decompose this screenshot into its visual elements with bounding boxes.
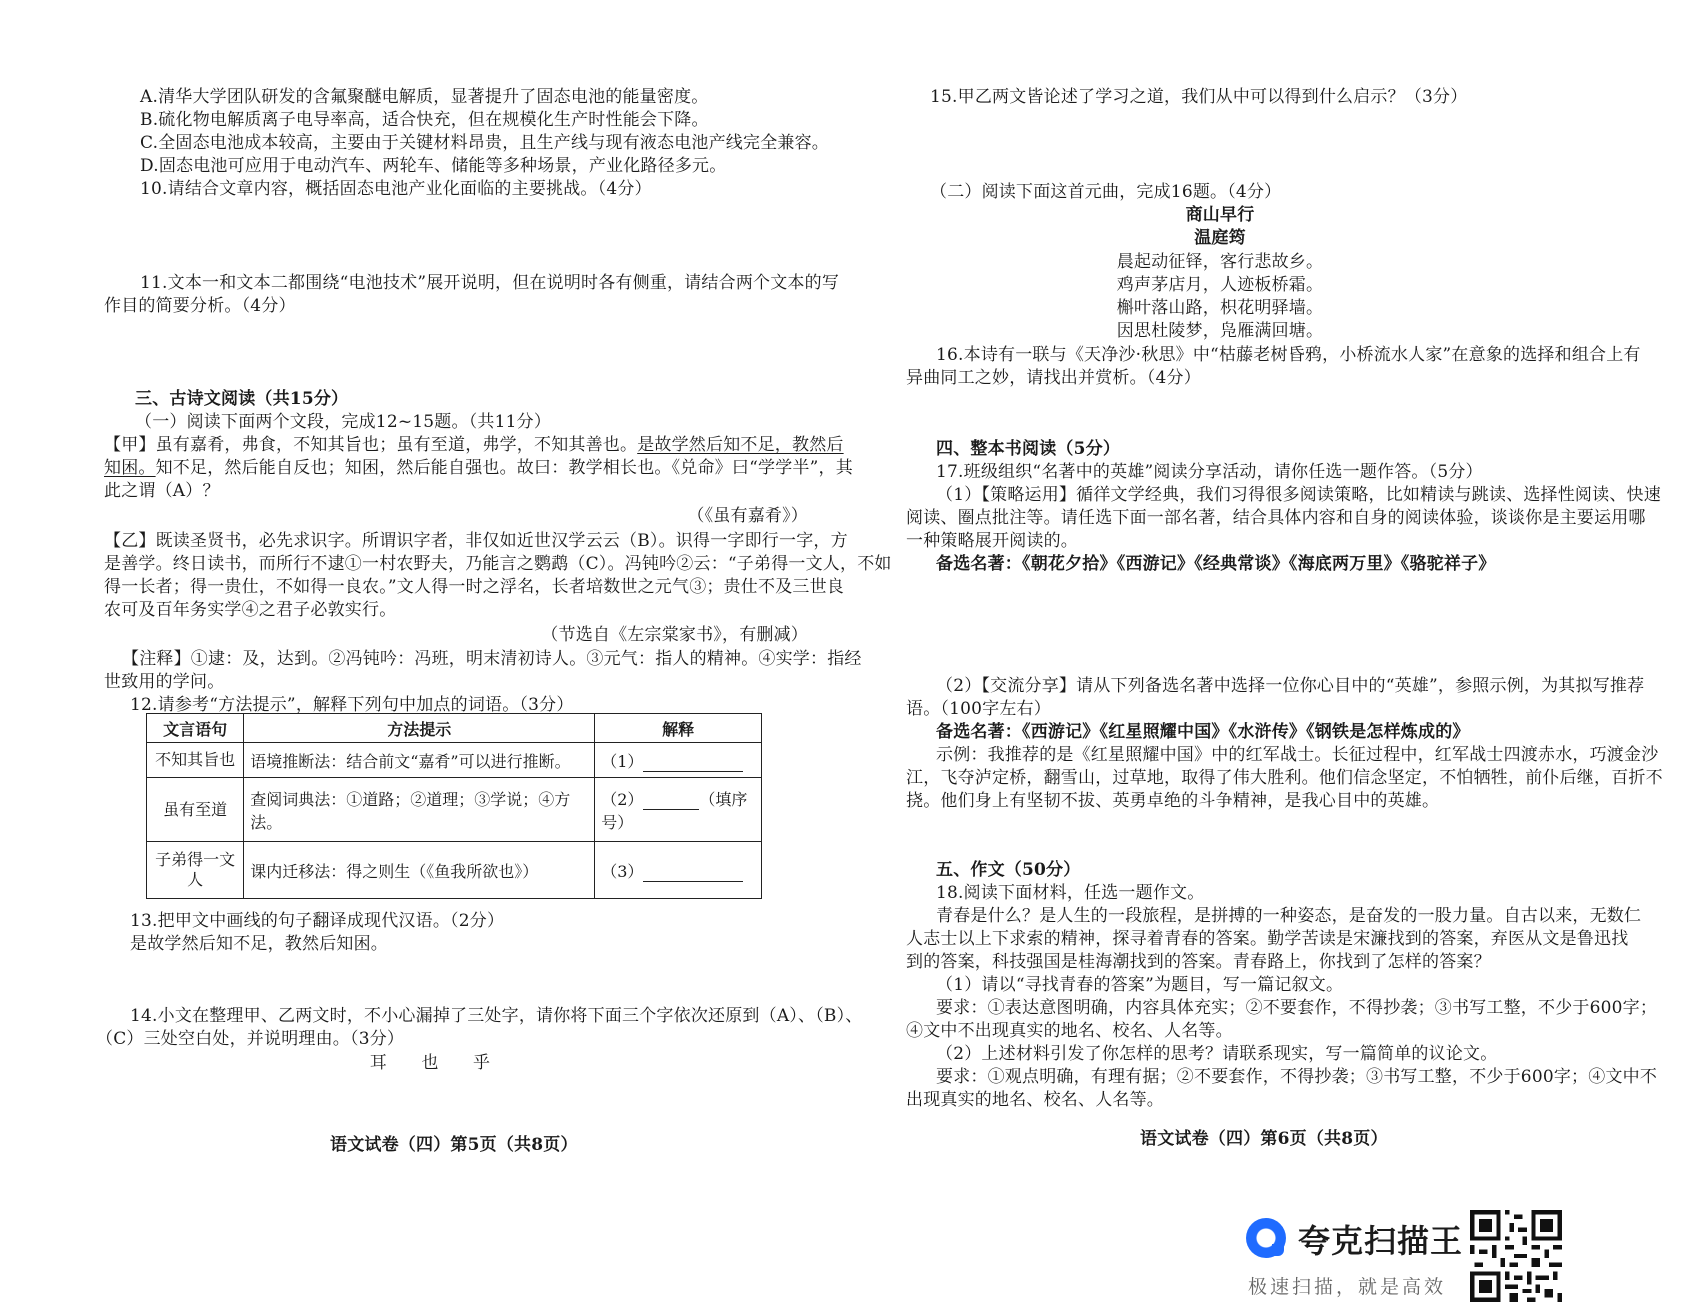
notes-line-1: 【注释】①逮：及，达到。②冯钝吟：冯班，明末清初诗人。③元气：指人的精神。④实学：指经 [122, 649, 862, 669]
question-14: 14.小文在整理甲、乙两文时，不小心漏掉了三处字，请你将下面三个字依次还原到（A）、（B）、 [130, 1006, 863, 1026]
method-table [146, 713, 762, 899]
section-3-heading: 三、古诗文阅读（共15分） [135, 389, 349, 409]
question-12: 12.请参考“方法提示”，解释下列句中加点的词语。（3分） [130, 695, 574, 715]
question-17-1-end: 一种策略展开阅读的。 [906, 531, 1078, 551]
poem-line: 因思杜陵梦，凫雁满回塘。 [1116, 321, 1324, 341]
option-b: B.硫化物电解质离子电导率高，适合快充，但在规模化生产时性能会下降。 [140, 110, 709, 130]
table-cell-phrase: 虽有至道 [147, 778, 244, 842]
right-page [840, 0, 1682, 1310]
table-cell-hint: 语境推断法：结合前文“嘉肴”可以进行推断。 [244, 743, 595, 778]
poem-author: 温庭筠 [1194, 228, 1246, 248]
passage-yi-line-2: 是善学。终日读书，而所行不逮①一村农野夫，乃能言之鹦鹉（C）。冯钝吟②云：“子弟得一文人，不如 [104, 554, 892, 574]
question-14-cont: （C）三处空白处，并说明理由。（3分） [96, 1029, 405, 1049]
notes-line-2: 世致用的学问。 [104, 672, 225, 692]
essay-option-2: （2）上述材料引发了你怎样的思考？请联系现实，写一篇简单的议论文。 [936, 1044, 1498, 1064]
essay-option-1: （1）请以“寻找青春的答案”为题目，写一篇记叙文。 [936, 975, 1344, 995]
essay-requirements-1: 要求：①表达意图明确，内容具体充实；②不要套作，不得抄袭；③书写工整，不少于600字； [936, 998, 1658, 1018]
material-line-3: 到的答案，科技强国是桂海潮找到的答案。青春路上，你找到了怎样的答案？ [906, 952, 1491, 972]
passage-jia-line-1 [104, 434, 844, 456]
table-cell-hint: 课内迁移法：得之则生（《鱼我所欲也》） [244, 842, 595, 899]
book-options-2: 备选名著：《西游记》《红星照耀中国》《水浒传》《钢铁是怎样炼成的》 [936, 722, 1470, 742]
poem-title: 商山早行 [1185, 205, 1255, 225]
question-11-cont: 作目的简要分析。（4分） [104, 296, 296, 316]
question-17-2: （2）【交流分享】请从下列备选名著中选择一位你心目中的“英雄”，参照示例，为其拟写推荐 [936, 676, 1645, 696]
table-header: 文言语句 [147, 714, 244, 743]
material-line-1: 青春是什么？是人生的一段旅程，是拼搏的一种姿态，是奋发的一股力量。自古以来，无数仁 [936, 906, 1642, 926]
table-row [147, 842, 762, 899]
answer-blank [643, 867, 743, 882]
poem-line: 鸡声茅店月，人迹板桥霜。 [1116, 275, 1324, 295]
passage-yi-line-3: 得一长者；得一贵仕，不如得一良农。”文人得一时之浮名，长者培数世之元气③；贵仕不及三世良 [104, 577, 844, 597]
table-cell-answer [595, 842, 762, 899]
question-10: 10.请结合文章内容，概括固态电池产业化面临的主要挑战。（4分） [140, 179, 652, 199]
essay-requirements-2: 要求：①观点明确，有理有据；②不要套作，不得抄袭；③书写工整，不少于600字；④文中不 [936, 1067, 1658, 1087]
qr-code-icon [1470, 1210, 1562, 1302]
table-header: 方法提示 [244, 714, 595, 743]
section-5-heading: 五、作文（50分） [936, 860, 1081, 880]
answer-label: （3） [601, 861, 644, 881]
question-16: 16.本诗有一联与《天净沙·秋思》中“枯藤老树昏鸦，小桥流水人家”在意象的选择和组合上有 [936, 345, 1641, 365]
question-11: 11.文本一和文本二都围绕“电池技术”展开说明，但在说明时各有侧重，请结合两个文本的写 [140, 273, 840, 293]
question-15: 15.甲乙两文皆论述了学习之道，我们从中可以得到什么启示？（3分） [930, 87, 1468, 107]
page-footer-left: 语文试卷（四）第5页（共8页） [330, 1135, 578, 1155]
answer-note: （填序号） [601, 789, 748, 832]
underlined-sentence-end: 知困。 [104, 458, 156, 478]
passage-jia-start: 【甲】虽有嘉肴，弗食，不知其旨也；虽有至道，弗学，不知其善也。 [104, 435, 638, 455]
underlined-sentence: 是故学然后知不足，教然后 [637, 435, 844, 455]
answer-label: （2） [601, 789, 644, 809]
source-jia: （《虽有嘉肴》） [687, 506, 808, 526]
passage-jia-line-3: 此之谓（A）？ [104, 481, 220, 501]
answer-blank [643, 795, 699, 810]
example-line-3: 挠。他们身上有坚韧不拔、英勇卓绝的斗争精神，是我心目中的英雄。 [906, 791, 1440, 811]
poem-line: 槲叶落山路，枳花明驿墙。 [1116, 298, 1324, 318]
watermark-slogan: 极速扫描，就是高效 [1248, 1276, 1447, 1298]
section-4-heading: 四、整本书阅读（5分） [936, 439, 1121, 459]
passage-jia-cont: 知不足，然后能自反也；知困，然后能自强也。故曰：教学相长也。《兑命》曰“学学半”，其 [155, 458, 853, 478]
table-header-row [147, 714, 762, 743]
subsection-1-heading: （一）阅读下面两个文段，完成12~15题。（共11分） [135, 412, 552, 432]
page-footer-right: 语文试卷（四）第6页（共8页） [1140, 1129, 1388, 1149]
question-17: 17.班级组织“名著中的英雄”阅读分享活动，请你任选一题作答。（5分） [936, 462, 1483, 482]
passage-jia-line-2 [104, 457, 853, 479]
missing-chars: 耳 也 乎 [369, 1053, 491, 1073]
example-line-1: 示例：我推荐的是《红星照耀中国》中的红军战士。长征过程中，红军战士四渡赤水，巧渡金沙 [936, 745, 1659, 765]
question-13-sentence: 是故学然后知不足，教然后知困。 [130, 934, 388, 954]
question-17-1: （1）【策略运用】循徉文学经典，我们习得很多阅读策略，比如精读与跳读、选择性阅读、快速 [936, 485, 1661, 505]
poem-line: 晨起动征铎，客行悲故乡。 [1116, 252, 1324, 272]
table-cell-hint: 查阅词典法：①道路；②道理；③学说；④方法。 [244, 778, 595, 842]
table-header: 解释 [595, 714, 762, 743]
source-yi: （节选自《左宗棠家书》，有删减） [541, 625, 808, 645]
quark-logo-icon [1246, 1218, 1286, 1258]
table-row [147, 778, 762, 842]
question-13: 13.把甲文中画线的句子翻译成现代汉语。（2分） [130, 911, 505, 931]
option-a: A.清华大学团队研发的含氟聚醚电解质，显著提升了固态电池的能量密度。 [140, 87, 709, 107]
passage-yi-line-4: 农可及百年务实学④之君子必敦实行。 [104, 600, 397, 620]
scanner-watermark [1246, 1212, 1464, 1304]
material-line-2: 人志士以上下求索的精神，探寻着青春的答案。勤学苦读是宋濂找到的答案，弃医从文是鲁迅找 [906, 929, 1629, 949]
option-d: D.固态电池可应用于电动汽车、两轮车、储能等多种场景，产业化路径多元。 [140, 156, 727, 176]
question-18: 18.阅读下面材料，任选一题作文。 [936, 883, 1205, 903]
example-line-2: 江，飞夺泸定桥，翻雪山，过草地，取得了伟大胜利。他们信念坚定，不怕牺牲，前仆后继，百折不 [906, 768, 1663, 788]
table-cell-phrase: 子弟得一文人 [147, 842, 244, 899]
answer-label: （1） [601, 751, 644, 771]
question-17-2-cont: 语。（100字左右） [906, 699, 1051, 719]
essay-requirements-1-cont: ④文中不出现真实的地名、校名、人名等。 [906, 1021, 1233, 1041]
question-16-cont: 异曲同工之妙，请找出并赏析。（4分） [906, 368, 1201, 388]
table-cell-answer [595, 743, 762, 778]
watermark-title: 夸克扫描王 [1298, 1222, 1464, 1260]
table-row [147, 743, 762, 778]
passage-yi-line-1: 【乙】既读圣贤书，必先求识字。所谓识字者，非仅如近世汉学云云（B）。识得一字即行一字，方 [104, 531, 848, 551]
question-17-1-cont: 阅读、圈点批注等。请任选下面一部名著，结合具体内容和自身的阅读体验，谈谈你是主要运用哪 [906, 508, 1646, 528]
essay-requirements-2-cont: 出现真实的地名、校名、人名等。 [906, 1090, 1164, 1110]
table-cell-answer [595, 778, 762, 842]
subsection-2-heading: （二）阅读下面这首元曲，完成16题。（4分） [930, 182, 1282, 202]
option-c: C.全固态电池成本较高，主要由于关键材料昂贵，且生产线与现有液态电池产线完全兼容。 [140, 133, 830, 153]
answer-blank [643, 757, 743, 772]
book-options-1: 备选名著：《朝花夕拾》《西游记》《经典常谈》《海底两万里》《骆驼祥子》 [936, 554, 1496, 574]
table-cell-phrase: 不知其旨也 [147, 743, 244, 778]
